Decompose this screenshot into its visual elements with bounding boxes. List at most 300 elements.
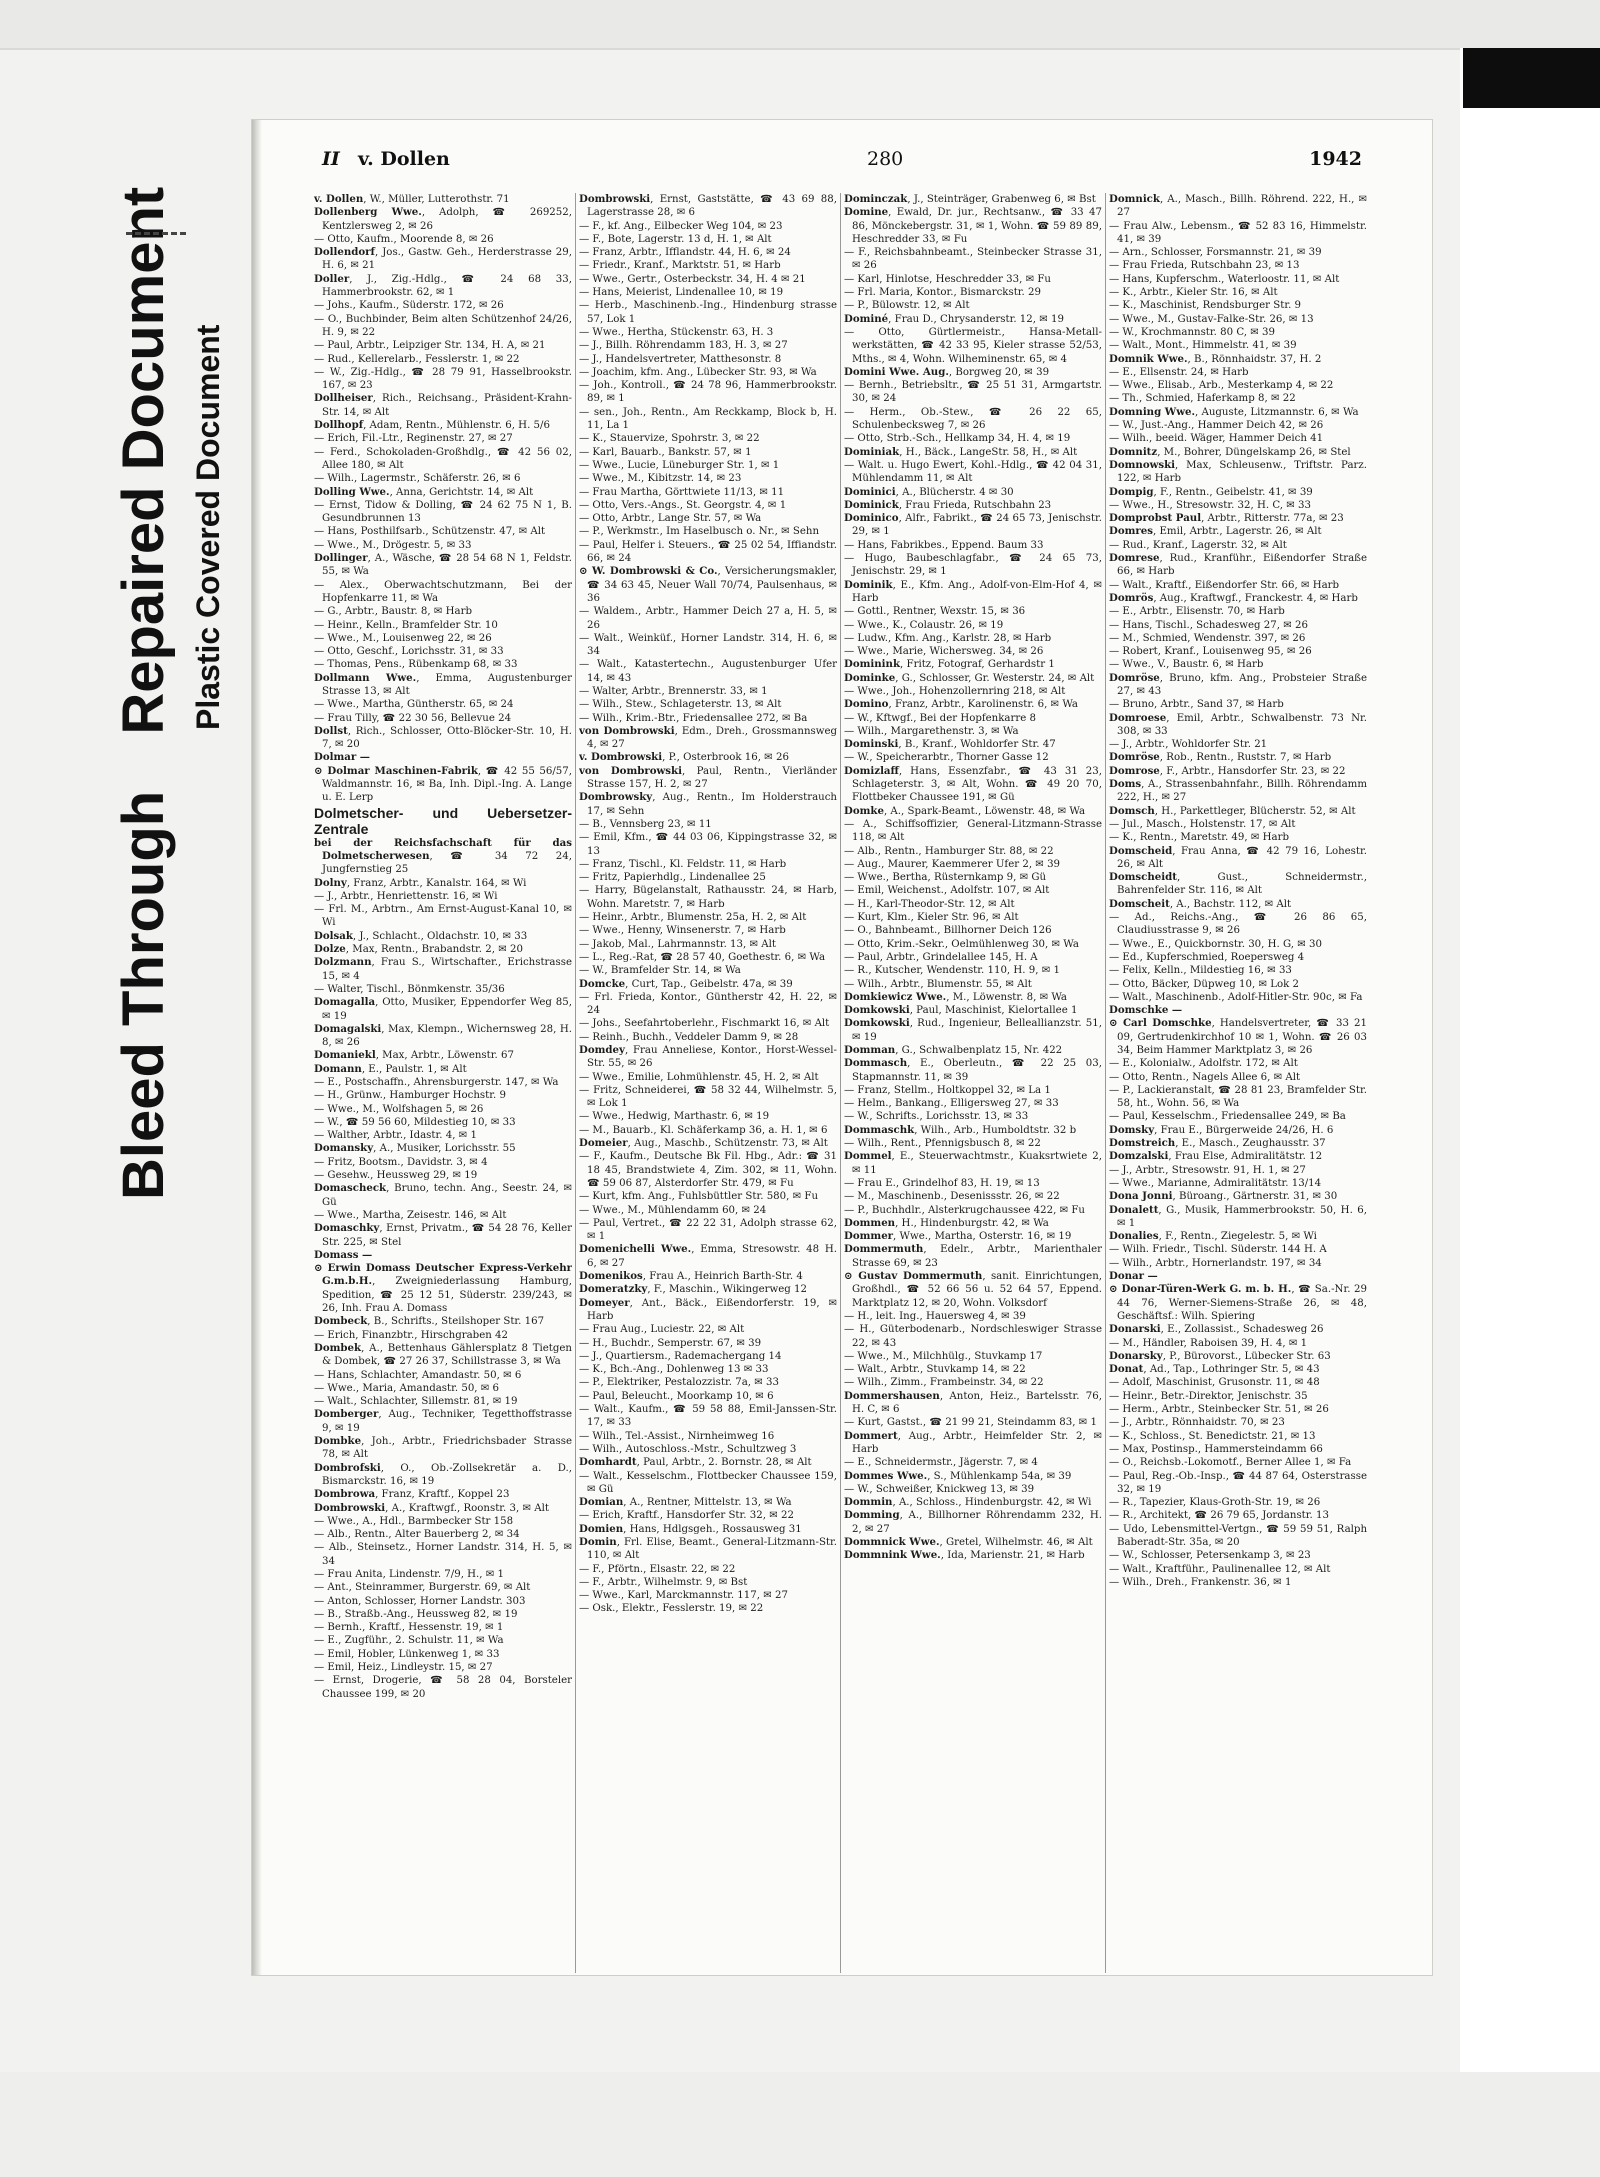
- directory-entry: Domian, A., Rentner, Mittelstr. 13, ✉ Wa: [579, 1496, 792, 1509]
- directory-entry: — Johs., Seefahrtoberlehr., Fischmarkt 16, ✉ Alt: [579, 1018, 830, 1030]
- directory-entry: Domprobst Paul, Arbtr., Ritterstr. 77a, ✉ 23: [1109, 512, 1344, 525]
- directory-entry: — R., Tapezier, Klaus-Groth-Str. 19, ✉ 26: [1109, 1497, 1321, 1509]
- directory-entry: — F., Reichsbahnbeamt., Steinbecker Strasse 31, ✉ 26: [844, 247, 1102, 272]
- directory-entry: — Max, Postinsp., Hammersteindamm 66: [1109, 1443, 1323, 1455]
- directory-entry: Dommaschk, Wilh., Arb., Humboldtstr. 32 b: [844, 1123, 1077, 1136]
- directory-entry: v. Dombrowski, P., Osterbrook 16, ✉ 26: [579, 751, 789, 764]
- directory-entry: — Hans, Meierist, Lindenallee 10, ✉ 19: [579, 287, 784, 299]
- directory-entry: — Frl. Maria, Kontor., Bismarckstr. 29: [844, 287, 1041, 299]
- directory-entry: — Friedr., Kranf., Marktstr. 51, ✉ Harb: [579, 260, 781, 272]
- directory-entry: ⊙ Donar-Türen-Werk G. m. b. H., ☎ Sa.-Nr. 29 44 76, Werner-Siemens-Straße 26, ✉ 48, Geschäftsf.: Wilh. Spiering: [1109, 1283, 1367, 1322]
- directory-entry: — H., Grünw., Hamburger Hochstr. 9: [314, 1090, 506, 1102]
- directory-entry: — Emil, Heiz., Lindleystr. 15, ✉ 27: [314, 1662, 493, 1674]
- directory-entry: Domschke —: [1109, 1004, 1183, 1017]
- directory-entry: — Karl, Bauarb., Bankstr. 57, ✉ 1: [579, 446, 752, 458]
- directory-entry: — Otto, Krim.-Sekr., Oelmühlenweg 30, ✉ Wa: [844, 938, 1079, 950]
- directory-entry: ⊙ Gustav Dommermuth, sanit. Einrichtungen, Großhdl., ☎ 52 66 56 u. 52 64 57, Eppend. Marktplatz 12, ✉ 20, Wohn. Volksdorf: [844, 1270, 1102, 1309]
- directory-entry: Dommel, E., Steuerwachtmstr., Kuaksrtwiete 2, ✉ 11: [844, 1150, 1102, 1176]
- directory-entry: Dolze, Max, Rentn., Brabandstr. 2, ✉ 20: [314, 943, 523, 956]
- directory-entry: — Wilh., Zimm., Frambeinstr. 34, ✉ 22: [844, 1377, 1044, 1389]
- directory-entry: ⊙ Dolmar Maschinen-Fabrik, ☎ 42 55 56/57, Waldmannstr. 16, ✉ Ba, Inh. Dipl.-Ing. A. Lange u. E. Lerp: [314, 764, 572, 804]
- directory-entry: — Wilh., Tel.-Assist., Nirnheimweg 16: [579, 1430, 775, 1442]
- directory-entry: — W., Schlosser, Petersenkamp 3, ✉ 23: [1109, 1550, 1311, 1562]
- directory-entry: — Hans, Fabrikbes., Eppend. Baum 33: [844, 539, 1044, 551]
- page-left-shadow: [252, 120, 262, 1975]
- directory-entry: — Wwe., Marianne, Admiralitätstr. 13/14: [1109, 1177, 1322, 1189]
- directory-entry: Domaschky, Ernst, Privatm., ☎ 54 28 76, Keller Str. 225, ✉ Stel: [314, 1222, 572, 1248]
- directory-entry: — Th., Schmied, Haferkamp 8, ✉ 22: [1109, 393, 1296, 405]
- directory-entry: — O., Bahnbeamt., Billhorner Deich 126: [844, 925, 1052, 937]
- directory-entry: — E., Arbtr., Elisenstr. 70, ✉ Harb: [1109, 606, 1285, 618]
- directory-entry: — Wwe., Lucie, Lüneburger Str. 1, ✉ 1: [579, 459, 780, 471]
- directory-entry: — Robert, Kranf., Louisenweg 95, ✉ 26: [1109, 646, 1312, 658]
- directory-entry: — Wwe., Joh., Hohenzollernring 218, ✉ Alt: [844, 685, 1066, 697]
- directory-entry: Domroese, Emil, Arbtr., Schwalbenstr. 73 Nr. 308, ✉ 33: [1109, 711, 1367, 737]
- directory-entry: — Herm., Ob.-Stew., ☎ 26 22 65, Schulenbecksweg 7, ✉ 26: [844, 406, 1102, 432]
- directory-entry: Dombrowa, Franz, Kraftf., Koppel 23: [314, 1488, 510, 1501]
- directory-entry: Domstreich, E., Masch., Zeughausstr. 37: [1109, 1137, 1326, 1150]
- directory-entry: — A., Schiffsoffizier, General-Litzmann-Strasse 118, ✉ Alt: [844, 818, 1102, 844]
- directory-entry: — F., kf. Ang., Eilbecker Weg 104, ✉ 23: [579, 220, 783, 232]
- directory-entry: — P., Werkmstr., Im Haselbusch o. Nr., ✉ Sehn: [579, 526, 820, 538]
- directory-entry: — Heinr., Arbtr., Blumenstr. 25a, H. 2, ✉ Alt: [579, 912, 807, 924]
- directory-entry: Domke, A., Spark-Beamt., Löwenstr. 48, ✉ Wa: [844, 804, 1086, 817]
- directory-entry: — Karl, Hinlotse, Heschredder 33, ✉ Fu: [844, 273, 1051, 285]
- directory-entry: — Wwe., M., Drögestr. 5, ✉ 33: [314, 539, 472, 551]
- directory-entry: — Wilh., Lagermstr., Schäferstr. 26, ✉ 6: [314, 473, 521, 485]
- directory-entry: — B., Straßb.-Ang., Heussweg 82, ✉ 19: [314, 1608, 518, 1620]
- directory-entry: Donalett, G., Musik, Hammerbrookstr. 50, H. 6, ✉ 1: [1109, 1203, 1367, 1229]
- directory-entry: Dona Jonni, Büroang., Gärtnerstr. 31, ✉ 30: [1109, 1190, 1338, 1203]
- directory-entry: von Dombrowski, Paul, Rentn., Vierländer Strasse 157, H. 2, ✉ 27: [579, 764, 837, 791]
- directory-entry: von Dombrowski, Edm., Dreh., Grossmannsweg 4, ✉ 27: [579, 724, 837, 751]
- directory-entry: Domeier, Aug., Maschb., Schützenstr. 73, ✉ Alt: [579, 1137, 828, 1150]
- directory-entry: Domascheck, Bruno, techn. Ang., Seestr. 24, ✉ Gü: [314, 1182, 572, 1208]
- directory-entry: — Paul, Helfer i. Steuers., ☎ 25 02 54, Iffiandstr. 66, ✉ 24: [579, 539, 837, 565]
- directory-entry: Dominé, Frau D., Chrysanderstr. 12, ✉ 19: [844, 312, 1064, 325]
- directory-entry: — Hans, Posthilfsarb., Schützenstr. 47, ✉ Alt: [314, 526, 546, 538]
- directory-entry: Dominick, Frau Frieda, Rutschbahn 23: [844, 498, 1052, 511]
- directory-entry: Domres, Emil, Arbtr., Lagerstr. 26, ✉ Alt: [1109, 525, 1322, 538]
- entry-column-2: [579, 193, 837, 1973]
- directory-entry: — Adolf, Maschinist, Grusonstr. 11, ✉ 48: [1109, 1377, 1320, 1389]
- directory-entry: — sen., Joh., Rentn., Am Reckkamp, Block b, H. 11, La 1: [579, 406, 837, 432]
- directory-entry: — Walt., Kraftführ., Paulinenallee 12, ✉ Alt: [1109, 1563, 1331, 1575]
- directory-entry: Domien, Hans, Hdlgsgeh., Rossausweg 31: [579, 1522, 802, 1535]
- directory-entry: — Harry, Bügelanstalt, Rathausstr. 24, ✉ Harb, Wohn. Maretstr. 7, ✉ Harb: [579, 885, 837, 910]
- directory-entry: — Erich, Kraftf., Hansdorfer Str. 32, ✉ 22: [579, 1510, 794, 1522]
- directory-entry: — Frau Martha, Görttwiete 11/13, ✉ 11: [579, 486, 785, 498]
- directory-entry: — M., Schmied, Wendenstr. 397, ✉ 26: [1109, 632, 1306, 644]
- directory-entry: Dombrowski, Ernst, Gaststätte, ☎ 43 69 88, Lagerstrasse 28, ✉ 6: [579, 193, 837, 219]
- directory-entry: Dombrowski, A., Kraftwgf., Roonstr. 3, ✉ Alt: [314, 1501, 549, 1514]
- directory-entry: Donarski, E., Zollassist., Schadesweg 26: [1109, 1323, 1324, 1336]
- directory-entry: — K., Maschinist, Rendsburger Str. 9: [1109, 300, 1302, 312]
- directory-entry: — Hans, Tischl., Schadesweg 27, ✉ 26: [1109, 619, 1308, 631]
- directory-entry: — Wwe., Marie, Wichersweg. 34, ✉ 26: [844, 646, 1044, 658]
- directory-entry: — Frau Tilly, ☎ 22 30 56, Bellevue 24: [314, 712, 512, 724]
- directory-entry: — Bruno, Arbtr., Sand 37, ✉ Harb: [1109, 699, 1284, 711]
- directory-entry: — Reinh., Buchh., Veddeler Damm 9, ✉ 28: [579, 1031, 799, 1043]
- directory-entry: Domizlaff, Hans, Essenzfabr., ☎ 43 31 23, Schlageterstr. 3, ✉ Alt, Wohn. ☎ 49 20 70, Flottbeker Chaussee 191, ✉ Gü: [844, 764, 1102, 804]
- directory-entry: Dommen, H., Hindenburgstr. 42, ✉ Wa: [844, 1216, 1049, 1229]
- directory-page: [252, 120, 1432, 1975]
- directory-entry: — Heinr., Kelln., Bramfelder Str. 10: [314, 619, 498, 631]
- directory-entry: Domagalla, Otto, Musiker, Eppendorfer Weg 85, ✉ 19: [314, 996, 572, 1022]
- directory-entry: — R., Architekt, ☎ 26 79 65, Jordanstr. 13: [1109, 1510, 1329, 1522]
- directory-entry: — H., Güterbodenarb., Nordschleswiger Strasse 22, ✉ 43: [844, 1324, 1102, 1349]
- directory-entry: — Rud., Kranf., Lagerstr. 32, ✉ Alt: [1109, 539, 1287, 551]
- directory-entry: Dominski, B., Kranf., Wohldorfer Str. 47: [844, 738, 1056, 751]
- directory-entry: — Wwe., M., Gustav-Falke-Str. 26, ✉ 13: [1109, 313, 1314, 325]
- directory-entry: — Wwe., Hedwig, Marthastr. 6, ✉ 19: [579, 1111, 770, 1123]
- entry-columns: [314, 193, 1374, 1973]
- directory-entry: — Emil, Weichenst., Adolfstr. 107, ✉ Alt: [844, 885, 1050, 897]
- directory-entry: — Walther, Arbtr., Idastr. 4, ✉ 1: [314, 1130, 477, 1142]
- directory-entry: Dommnick Wwe., Gretel, Wilhelmstr. 46, ✉ Alt: [844, 1535, 1093, 1548]
- directory-entry: Domrese, Rud., Kranführ., Eißendorfer Straße 66, ✉ Harb: [1109, 552, 1367, 578]
- directory-entry: — Wwe., Martha, Zeisestr. 146, ✉ Alt: [314, 1209, 507, 1221]
- directory-entry: — W., Zig.-Hdlg., ☎ 28 79 91, Hasselbrookstr. 167, ✉ 23: [314, 366, 572, 392]
- entry-column-3: [844, 193, 1102, 1973]
- directory-entry: — W., ☎ 59 56 60, Mildestieg 10, ✉ 33: [314, 1116, 516, 1128]
- directory-entry: — Waldem., Arbtr., Hammer Deich 27 a, H. 5, ✉ 26: [579, 606, 837, 631]
- directory-entry: Dominink, Fritz, Fotograf, Gerhardstr 1: [844, 658, 1055, 671]
- directory-entry: Dominici, A., Blücherstr. 4 ✉ 30: [844, 485, 1014, 498]
- directory-entry: — Fritz, Bootsm., Davidstr. 3, ✉ 4: [314, 1156, 488, 1168]
- directory-entry: Domkowski, Rud., Ingenieur, Belleallianzstr. 51, ✉ 19: [844, 1017, 1102, 1043]
- directory-entry: — Wwe., Karl, Marckmannstr. 117, ✉ 27: [579, 1590, 788, 1602]
- header-page-number: 280: [867, 148, 904, 170]
- directory-entry: — Paul, Arbtr., Grindelallee 145, H. A: [844, 951, 1038, 963]
- directory-entry: — J., Arbtr., Henriettenstr. 16, ✉ Wi: [314, 890, 498, 902]
- entry-column-4: [1109, 193, 1367, 1973]
- directory-entry: — Kurt, kfm. Ang., Fuhlsbüttler Str. 580, ✉ Fu: [579, 1191, 819, 1203]
- side-label-bleed-repaired: [110, 187, 177, 1200]
- directory-entry: Domröse, Rob., Rentn., Ruststr. 7, ✉ Harb: [1109, 751, 1332, 764]
- column-divider: [1105, 193, 1106, 1973]
- directory-entry: — Osk., Elektr., Fesslerstr. 19, ✉ 22: [579, 1603, 764, 1615]
- directory-entry: — Herm., Arbtr., Steinbecker Str. 51, ✉ 26: [1109, 1404, 1329, 1416]
- directory-entry: — W., Speicherarbtr., Thorner Gasse 12: [844, 752, 1049, 764]
- directory-entry: — Frl. Frieda, Kontor., Güntherstr 42, H. 22, ✉ 24: [579, 991, 837, 1017]
- directory-entry: Dolsak, J., Schlacht., Oldachstr. 10, ✉ 33: [314, 929, 528, 942]
- side-label-bleed-through: Bleed Through: [111, 790, 176, 1200]
- directory-entry: Dollmann Wwe., Emma, Augustenburger Strasse 13, ✉ Alt: [314, 671, 572, 697]
- directory-entry: — Emil, Hobler, Lünkenweg 1, ✉ 33: [314, 1648, 500, 1660]
- directory-entry: — Walt., Kesselschm., Flottbecker Chaussee 159, ✉ Gü: [579, 1470, 837, 1495]
- scan-top-band: [0, 0, 1600, 48]
- directory-entry: — Franz, Stellm., Holtkoppel 32, ✉ La 1: [844, 1084, 1051, 1096]
- directory-entry: — L., Reg.-Rat, ☎ 28 57 40, Goethestr. 6, ✉ Wa: [579, 951, 826, 963]
- directory-entry: — Emil, Kfm., ☎ 44 03 06, Kippingstrasse 32, ✉ 13: [579, 832, 837, 857]
- directory-entry: — Frau Frieda, Rutschbahn 23, ✉ 13: [1109, 260, 1300, 272]
- directory-entry: — M., Maschinenb., Desenissstr. 26, ✉ 22: [844, 1191, 1060, 1203]
- directory-entry: — J., Arbtr., Stresowstr. 91, H. 1, ✉ 27: [1109, 1164, 1306, 1176]
- directory-entry: Domeratzky, F., Maschin., Wikingerweg 12: [579, 1283, 807, 1296]
- directory-entry: — Felix, Kelln., Mildestieg 16, ✉ 33: [1109, 965, 1292, 977]
- directory-entry: Dommershausen, Anton, Heiz., Bartelsstr. 76, H. C, ✉ 6: [844, 1389, 1102, 1416]
- directory-entry: — Erich, Fil.-Ltr., Reginenstr. 27, ✉ 27: [314, 433, 513, 445]
- directory-entry: ⊙ Erwin Domass Deutscher Express-Verkehr G.m.b.H., Zweigniederlassung Hamburg, Spedition, ☎ 25 12 51, Süderstr. 239/243, ✉ 26, Inh. Frau A. Domass: [314, 1262, 572, 1315]
- directory-entry: — P., Elektriker, Pestalozzistr. 7a, ✉ 33: [579, 1377, 779, 1389]
- header-column-number: II: [322, 148, 340, 170]
- directory-entry: — Wwe., K., Colaustr. 26, ✉ 19: [844, 619, 1004, 631]
- directory-entry: Dommasch, E., Oberleutn., ☎ 22 25 03, Stapmannstr. 11, ✉ 39: [844, 1057, 1102, 1083]
- directory-entry: — F., Arbtr., Wilhelmstr. 9, ✉ Bst: [579, 1576, 748, 1588]
- directory-entry: — Otto, Vers.-Angs., St. Georgstr. 4, ✉ 1: [579, 499, 787, 511]
- directory-entry: — Arn., Schlosser, Forsmannstr. 21, ✉ 39: [1109, 247, 1322, 259]
- directory-entry: — Walter, Arbtr., Brennerstr. 33, ✉ 1: [579, 685, 768, 697]
- directory-entry: — Wilh., Krim.-Btr., Friedensallee 272, ✉ Ba: [579, 712, 808, 724]
- directory-entry: — Jul., Masch., Holstenstr. 17, ✉ Alt: [1109, 818, 1296, 830]
- directory-entry: — H., Buchdr., Semperstr. 67, ✉ 39: [579, 1337, 762, 1349]
- directory-entry: — J., Arbtr., Rönnhaidstr. 70, ✉ 23: [1109, 1417, 1285, 1429]
- directory-entry: — F., Pförtn., Elsastr. 22, ✉ 22: [579, 1563, 736, 1575]
- directory-entry: Doller, J., Zig.-Hdlg., ☎ 24 68 33, Hammerbrookstr. 62, ✉ 1: [314, 272, 572, 299]
- header-running-name: v. Dollen: [358, 148, 450, 170]
- directory-entry: — Walt., Mont., Himmelstr. 41, ✉ 39: [1109, 340, 1297, 352]
- directory-entry: — Wilh., Autoschloss.-Mstr., Schultzweg 3: [579, 1443, 797, 1455]
- directory-entry: Domscheid, Frau Anna, ☎ 42 79 16, Lohestr. 26, ✉ Alt: [1109, 844, 1367, 870]
- directory-entry: — Wilh., Stew., Schlageterstr. 13, ✉ Alt: [579, 699, 782, 711]
- directory-entry: — Wwe., M., Mühlendamm 60, ✉ 24: [579, 1204, 767, 1216]
- directory-entry: — K., Stauervize, Spohrstr. 3, ✉ 22: [579, 433, 760, 445]
- directory-entry: Dolzmann, Frau S., Wirtschafter., Erichstrasse 15, ✉ 4: [314, 956, 572, 982]
- directory-entry: — Ferd., Schokoladen-Großhdlg., ☎ 42 56 02, Allee 180, ✉ Alt: [314, 446, 572, 471]
- directory-entry: Domin, Frl. Elise, Beamt., General-Litzmann-Str. 110, ✉ Alt: [579, 1535, 837, 1562]
- directory-entry: — Wilh., Dreh., Frankenstr. 36, ✉ 1: [1109, 1576, 1292, 1588]
- directory-entry: Dommin, A., Schloss., Hindenburgstr. 42, ✉ Wi: [844, 1496, 1092, 1509]
- directory-entry: — O., Reichsb.-Lokomotf., Berner Allee 1, ✉ Fa: [1109, 1457, 1352, 1469]
- directory-entry: — W., Schrifts., Lorichsstr. 13, ✉ 33: [844, 1111, 1029, 1123]
- directory-entry: — Ludw., Kfm. Ang., Karlstr. 28, ✉ Harb: [844, 632, 1052, 644]
- directory-entry: Dombrowsky, Aug., Rentn., Im Holderstrauch 17, ✉ Sehn: [579, 791, 837, 817]
- directory-entry: Donalies, F., Rentn., Ziegelestr. 5, ✉ Wi: [1109, 1230, 1317, 1243]
- directory-entry: Domkowski, Paul, Maschinist, Kielortallee 1: [844, 1004, 1078, 1017]
- directory-entry: Dolmar —: [314, 751, 370, 764]
- directory-entry: Dollenberg Wwe., Adolph, ☎ 269252, Kentzlersweg 2, ✉ 26: [314, 206, 572, 232]
- directory-entry: ⊙ W. Dombrowski & Co., Versicherungsmakler, ☎ 34 63 45, Neuer Wall 70/74, Paulsenhaus, ✉ 36: [579, 565, 837, 604]
- directory-entry: — Fritz, Papierhdlg., Lindenallee 25: [579, 872, 766, 884]
- directory-entry: Domrose, F., Arbtr., Hansdorfer Str. 23, ✉ 22: [1109, 764, 1346, 777]
- directory-entry: Dommert, Aug., Arbtr., Heimfelder Str. 2, ✉ Harb: [844, 1429, 1102, 1455]
- directory-entry: Domning Wwe., Auguste, Litzmannstr. 6, ✉ Wa: [1109, 405, 1359, 418]
- directory-entry: Dolmetscher- und Uebersetzer-Zentrale: [314, 804, 572, 837]
- directory-entry: — E., Zugführ., 2. Schulstr. 11, ✉ Wa: [314, 1635, 504, 1647]
- directory-entry: — Alb., Steinsetz., Horner Landstr. 314, H. 5, ✉ 34: [314, 1542, 572, 1567]
- directory-entry: Domass —: [314, 1248, 373, 1261]
- directory-entry: — Udo, Lebensmittel-Vertgn., ☎ 59 59 51, Ralph Baberadt-Str. 35a, ✉ 20: [1109, 1523, 1367, 1548]
- directory-entry: — Jakob, Mal., Lahrmannstr. 13, ✉ Alt: [579, 938, 776, 950]
- directory-entry: Domnick, A., Masch., Billh. Röhrend. 222, H., ✉ 27: [1109, 193, 1367, 219]
- directory-entry: Dominke, G., Schlosser, Gr. Westerstr. 24, ✉ Alt: [844, 671, 1095, 684]
- directory-entry: — Frl. M., Arbtrn., Am Ernst-August-Kanal 10, ✉ Wi: [314, 904, 572, 929]
- directory-entry: — Wwe., M., Wolfshagen 5, ✉ 26: [314, 1103, 484, 1115]
- directory-entry: — Wwe., Maria, Amandastr. 50, ✉ 6: [314, 1382, 500, 1394]
- directory-entry: — Paul, Reg.-Ob.-Insp., ☎ 44 87 64, Osterstrasse 32, ✉ 19: [1109, 1470, 1367, 1495]
- directory-entry: — Wwe., Elisab., Arb., Mesterkamp 4, ✉ 22: [1109, 380, 1334, 392]
- directory-entry: — Alex., Oberwachtschutzmann, Bei der Hopfenkarre 11, ✉ Wa: [314, 579, 572, 604]
- directory-entry: — Wwe., V., Baustr. 6, ✉ Harb: [1109, 659, 1264, 671]
- directory-entry: — W., Krochmannstr. 80 C, ✉ 39: [1109, 326, 1275, 338]
- directory-entry: — E., Schneidermstr., Jägerstr. 7, ✉ 4: [844, 1457, 1038, 1469]
- directory-entry: — Ernst, Drogerie, ☎ 58 28 04, Borsteler Chaussee 199, ✉ 20: [314, 1675, 572, 1700]
- directory-entry: Dombrofski, O., Ob.-Zollsekretär a. D., Bismarckstr. 16, ✉ 19: [314, 1461, 572, 1487]
- directory-entry: — Wwe., Hertha, Stückenstr. 63, H. 3: [579, 326, 774, 338]
- directory-entry: Domsch, H., Parkettleger, Blücherstr. 52, ✉ Alt: [1109, 804, 1356, 817]
- directory-entry: — Wwe., M., Milchhülg., Stuvkamp 17: [844, 1350, 1043, 1362]
- directory-entry: — W., Schweißer, Knickweg 13, ✉ 39: [844, 1483, 1035, 1495]
- directory-entry: — Anton, Schlosser, Horner Landstr. 303: [314, 1595, 526, 1607]
- directory-entry: — Franz, Tischl., Kl. Feldstr. 11, ✉ Harb: [579, 858, 787, 870]
- scan-top-strip: [0, 48, 1600, 50]
- directory-entry: Domino, Franz, Arbtr., Karolinenstr. 6, ✉ Wa: [844, 698, 1078, 711]
- directory-entry: Donat, Ad., Tap., Lothringer Str. 5, ✉ 43: [1109, 1363, 1320, 1376]
- directory-entry: Domrös, Aug., Kraftwgf., Franckestr. 4, ✉ Harb: [1109, 591, 1358, 604]
- directory-entry: — M., Händler, Raboisen 39, H. 4, ✉ 1: [1109, 1337, 1308, 1349]
- directory-entry: — E., Postschaffn., Ahrensburgerstr. 147, ✉ Wa: [314, 1077, 559, 1088]
- directory-entry: — Wilh. Friedr., Tischl. Süderstr. 144 H. A: [1109, 1244, 1327, 1256]
- directory-entry: Domnowski, Max, Schleusenw., Triftstr. Parz. 122, ✉ Harb: [1109, 458, 1367, 485]
- directory-entry: — Otto, Rentn., Nagels Allee 6, ✉ Alt: [1109, 1071, 1301, 1083]
- directory-entry: — Joachim, kfm. Ang., Lübecker Str. 93, ✉ Wa: [579, 366, 817, 378]
- directory-entry: — Wwe., H., Stresowstr. 32, H. C, ✉ 33: [1109, 499, 1312, 511]
- directory-entry: — W., Just.-Ang., Hammer Deich 42, ✉ 26: [1109, 420, 1324, 432]
- directory-entry: — Hans, Kupferschm., Waterloostr. 11, ✉ Alt: [1109, 273, 1340, 285]
- directory-entry: — R., Kutscher, Wendenstr. 110, H. 9, ✉ 1: [844, 965, 1060, 977]
- directory-entry: Dominico, Alfr., Fabrikt., ☎ 24 65 73, Jenischstr. 29, ✉ 1: [844, 512, 1102, 538]
- page-header: [322, 148, 1362, 174]
- directory-entry: Domkiewicz Wwe., M., Löwenstr. 8, ✉ Wa: [844, 990, 1068, 1003]
- directory-entry: ⊙ Carl Domschke, Handelsvertreter, ☎ 33 21 09, Gertrudenkirchhof 10 ✉ 1, Wohn. ☎ 26 03 34, Beim Hammer Marktplatz 3, ✉ 26: [1109, 1017, 1367, 1056]
- directory-entry: Domröse, Bruno, kfm. Ang., Probsteier Straße 27, ✉ 43: [1109, 671, 1367, 697]
- directory-entry: — Helm., Bankang., Elligersweg 27, ✉ 33: [844, 1098, 1059, 1110]
- directory-entry: Domsky, Frau E., Bürgerweide 24/26, H. 6: [1109, 1123, 1334, 1136]
- directory-entry: — G., Arbtr., Baustr. 8, ✉ Harb: [314, 606, 472, 618]
- directory-entry: — Fritz, Schneiderei, ☎ 58 32 44, Wilhelmstr. 5, ✉ Lok 1: [579, 1084, 837, 1110]
- directory-entry: Dominczak, J., Steinträger, Grabenweg 6, ✉ Bst: [844, 193, 1096, 205]
- directory-entry: — Ad., Reichs.-Ang., ☎ 26 86 65, Claudiusstrasse 9, ✉ 26: [1109, 912, 1367, 937]
- directory-entry: Dommer, Wwe., Martha, Osterstr. 16, ✉ 19: [844, 1230, 1072, 1243]
- directory-entry: — J., Handelsvertreter, Matthesonstr. 8: [579, 353, 782, 365]
- directory-entry: Dommes Wwe., S., Mühlenkamp 54a, ✉ 39: [844, 1469, 1072, 1482]
- directory-entry: — E., Ellsenstr. 24, ✉ Harb: [1109, 366, 1249, 378]
- directory-entry: Donar —: [1109, 1270, 1158, 1283]
- directory-entry: — Wilh., Margarethenstr. 3, ✉ Wa: [844, 725, 1019, 737]
- directory-entry: Dollendorf, Jos., Gastw. Geh., Herderstrasse 29, H. 6, ✉ 21: [314, 246, 572, 272]
- entry-column-1: [314, 193, 572, 1973]
- directory-entry: — Wilh., Arbtr., Blumenstr. 55, ✉ Alt: [844, 978, 1032, 990]
- directory-entry: — E., Kolonialw., Adolfstr. 172, ✉ Alt: [1109, 1058, 1298, 1070]
- directory-entry: Dombeck, B., Schrifts., Steilshoper Str. 167: [314, 1315, 545, 1328]
- directory-entry: Dommnink Wwe., Ida, Marienstr. 21, ✉ Harb: [844, 1549, 1085, 1562]
- directory-entry: Doms, A., Strassenbahnfahr., Billh. Röhrendamm 222, H., ✉ 27: [1109, 778, 1367, 804]
- directory-entry: — Wwe., Gertr., Osterbeckstr. 34, H. 4 ✉ 21: [579, 273, 806, 285]
- directory-entry: — Otto, Arbtr., Lange Str. 57, ✉ Wa: [579, 513, 762, 525]
- directory-entry: — Frau Alw., Lebensm., ☎ 52 83 16, Himmelstr. 41, ✉ 39: [1109, 220, 1367, 245]
- directory-entry: Domansky, A., Musiker, Lorichsstr. 55: [314, 1142, 516, 1155]
- directory-entry: — Ant., Steinrammer, Burgerstr. 69, ✉ Alt: [314, 1582, 531, 1594]
- directory-entry: Dollst, Rich., Schlosser, Otto-Blöcker-Str. 10, H. 7, ✉ 20: [314, 724, 572, 751]
- directory-entry: Domenichelli Wwe., Emma, Stresowstr. 48 H. 6, ✉ 27: [579, 1243, 837, 1269]
- directory-entry: — P., Lackieranstalt, ☎ 28 81 23, Bramfelder Str. 58, ht., Wohn. 56, ✉ Wa: [1109, 1084, 1367, 1110]
- directory-entry: — Paul, Beleucht., Moorkamp 10, ✉ 6: [579, 1390, 774, 1402]
- directory-entry: — Walt., Kraftf., Eißendorfer Str. 66, ✉ Harb: [1109, 579, 1340, 591]
- directory-entry: Dollheiser, Rich., Reichsang., Präsident-Krahn-Str. 14, ✉ Alt: [314, 392, 572, 418]
- directory-entry: — M., Bauarb., Kl. Schäferkamp 36, a. H. 1, ✉ 6: [579, 1124, 828, 1136]
- directory-entry: — Frau Aug., Luciestr. 22, ✉ Alt: [579, 1324, 745, 1336]
- directory-entry: — Paul, Kesselschm., Friedensallee 249, ✉ Ba: [1109, 1111, 1346, 1123]
- directory-entry: — Wwe., Emilie, Lohmühlenstr. 45, H. 2, ✉ Alt: [579, 1071, 819, 1083]
- scan-right-margin: [1460, 48, 1600, 2072]
- scan-corner-mark: [1463, 48, 1600, 108]
- directory-entry: — H., Karl-Theodor-Str. 12, ✉ Alt: [844, 898, 1015, 910]
- directory-entry: — F., Kaufm., Deutsche Bk Fil. Hbg., Adr.: ☎ 31 18 45, Brandstwiete 4, Zim. 302, ✉ 11, Wohn. ☎ 59 06 87, Alsterdorfer Str. 479, ✉ Fu: [579, 1151, 837, 1189]
- directory-entry: — Wwe., Henny, Winsenerstr. 7, ✉ Harb: [579, 925, 786, 937]
- directory-entry: — O., Buchbinder, Beim alten Schützenhof 24/26, H. 9, ✉ 22: [314, 313, 572, 338]
- directory-entry: Domenikos, Frau A., Heinrich Barth-Str. 4: [579, 1270, 803, 1283]
- directory-entry: — Hugo, Baubeschlagfabr., ☎ 24 65 73, Jenischstr. 29, ✉ 1: [844, 553, 1102, 578]
- directory-entry: Domnik Wwe., B., Rönnhaidstr. 37, H. 2: [1109, 352, 1322, 365]
- directory-entry: — Kurt, Gastst., ☎ 21 99 21, Steindamm 83, ✉ 1: [844, 1417, 1097, 1429]
- directory-entry: Domnitz, M., Bohrer, Düngelskamp 26, ✉ Stel: [1109, 445, 1351, 458]
- directory-entry: Dollhopf, Adam, Rentn., Mühlenstr. 6, H. 5/6: [314, 419, 550, 432]
- directory-entry: — J., Quartiersm., Rademachergang 14: [579, 1350, 782, 1362]
- directory-entry: — Walt., Kaufm., ☎ 59 58 88, Emil-Janssen-Str. 17, ✉ 33: [579, 1404, 837, 1429]
- directory-entry: — Wilh., Rent., Pfennigsbusch 8, ✉ 22: [844, 1138, 1041, 1150]
- directory-entry: v. Dollen, W., Müller, Lutterothstr. 71: [314, 193, 510, 205]
- directory-entry: Domzalski, Frau Else, Admiralitätstr. 12: [1109, 1150, 1323, 1163]
- directory-entry: — Wilh., Arbtr., Hornerlandstr. 197, ✉ 34: [1109, 1257, 1322, 1269]
- directory-entry: — W., Kftwgf., Bei der Hopfenkarre 8: [844, 712, 1036, 724]
- directory-entry: — Walt. u. Hugo Ewert, Kohl.-Hdlg., ☎ 42 04 31, Mühlendamm 11, ✉ Alt: [844, 459, 1102, 485]
- directory-entry: — Bernh., Betriebsltr., ☎ 25 51 31, Armgartstr. 30, ✉ 24: [844, 380, 1102, 405]
- directory-entry: — Hans, Schlachter, Amandastr. 50, ✉ 6: [314, 1369, 522, 1381]
- directory-entry: — P., Buchhdlr., Alsterkrugchaussee 422, ✉ Fu: [844, 1204, 1085, 1216]
- column-divider: [840, 193, 841, 1973]
- directory-entry: — Frau E., Grindelhof 83, H. 19, ✉ 13: [844, 1177, 1040, 1189]
- directory-entry: — K., Arbtr., Kieler Str. 16, ✉ Alt: [1109, 287, 1278, 299]
- directory-entry: — P., Bülowstr. 12, ✉ Alt: [844, 300, 970, 312]
- directory-entry: Domdey, Frau Anneliese, Kontor., Horst-Wessel-Str. 55, ✉ 26: [579, 1044, 837, 1070]
- directory-entry: Domine, Ewald, Dr. jur., Rechtsanw., ☎ 33 47 86, Mönckebergstr. 31, ✉ 1, Wohn. ☎ 59 89 89, Heschredder 33, ✉ Fu: [844, 206, 1102, 245]
- directory-entry: — K., Schloss., St. Benedictstr. 21, ✉ 13: [1109, 1430, 1316, 1442]
- directory-entry: — Ed., Kupferschmied, Roepersweg 4: [1109, 951, 1305, 963]
- directory-entry: Dompig, F., Rentn., Geibelstr. 41, ✉ 39: [1109, 485, 1313, 498]
- directory-entry: Dominik, E., Kfm. Ang., Adolf-von-Elm-Hof 4, ✉ Harb: [844, 578, 1102, 604]
- directory-entry: Domhardt, Paul, Arbtr., 2. Bornstr. 28, ✉ Alt: [579, 1456, 812, 1469]
- directory-entry: — Otto, Strb.-Sch., Hellkamp 34, H. 4, ✉ 19: [844, 433, 1071, 445]
- directory-entry: — Bernh., Kraftf., Hessenstr. 19, ✉ 1: [314, 1622, 504, 1634]
- directory-entry: — Rud., Kellerelarb., Fesslerstr. 1, ✉ 22: [314, 353, 520, 365]
- directory-entry: — Otto, Bäcker, Düpweg 10, ✉ Lok 2: [1109, 978, 1300, 990]
- header-year: 1942: [1309, 148, 1362, 170]
- directory-entry: — Aug., Maurer, Kaemmerer Ufer 2, ✉ 39: [844, 858, 1061, 870]
- directory-entry: — Walt., Schlachter, Sillemstr. 81, ✉ 19: [314, 1396, 518, 1408]
- directory-entry: — Wwe., E., Quickbornstr. 30, H. G, ✉ 30: [1109, 938, 1322, 950]
- directory-entry: — Heinr., Betr.-Direktor, Jenischstr. 35: [1109, 1390, 1308, 1402]
- directory-entry: Dollinger, A., Wäsche, ☎ 28 54 68 N 1, Feldstr. 55, ✉ Wa: [314, 552, 572, 578]
- directory-entry: — Wwe., M., Kibitzstr. 14, ✉ 23: [579, 473, 742, 485]
- directory-entry: — Otto, Geschf., Lorichsstr. 31, ✉ 33: [314, 646, 504, 658]
- directory-entry: Dombke, Joh., Arbtr., Friedrichsbader Strasse 78, ✉ Alt: [314, 1435, 572, 1461]
- directory-entry: — Walt., Maschinenb., Adolf-Hitler-Str. 90c, ✉ Fa: [1109, 991, 1363, 1003]
- directory-entry: — Walt., Weinküf., Horner Landstr. 314, H. 6, ✉ 34: [579, 632, 837, 658]
- directory-entry: Domeyer, Ant., Bäck., Eißendorferstr. 19, ✉ Harb: [579, 1296, 837, 1322]
- directory-entry: Dominiak, H., Bäck., LangeStr. 58, H., ✉ Alt: [844, 445, 1078, 458]
- directory-entry: — Ernst, Tidow & Dolling, ☎ 24 62 75 N 1, B. Gesundbrunnen 13: [314, 499, 572, 525]
